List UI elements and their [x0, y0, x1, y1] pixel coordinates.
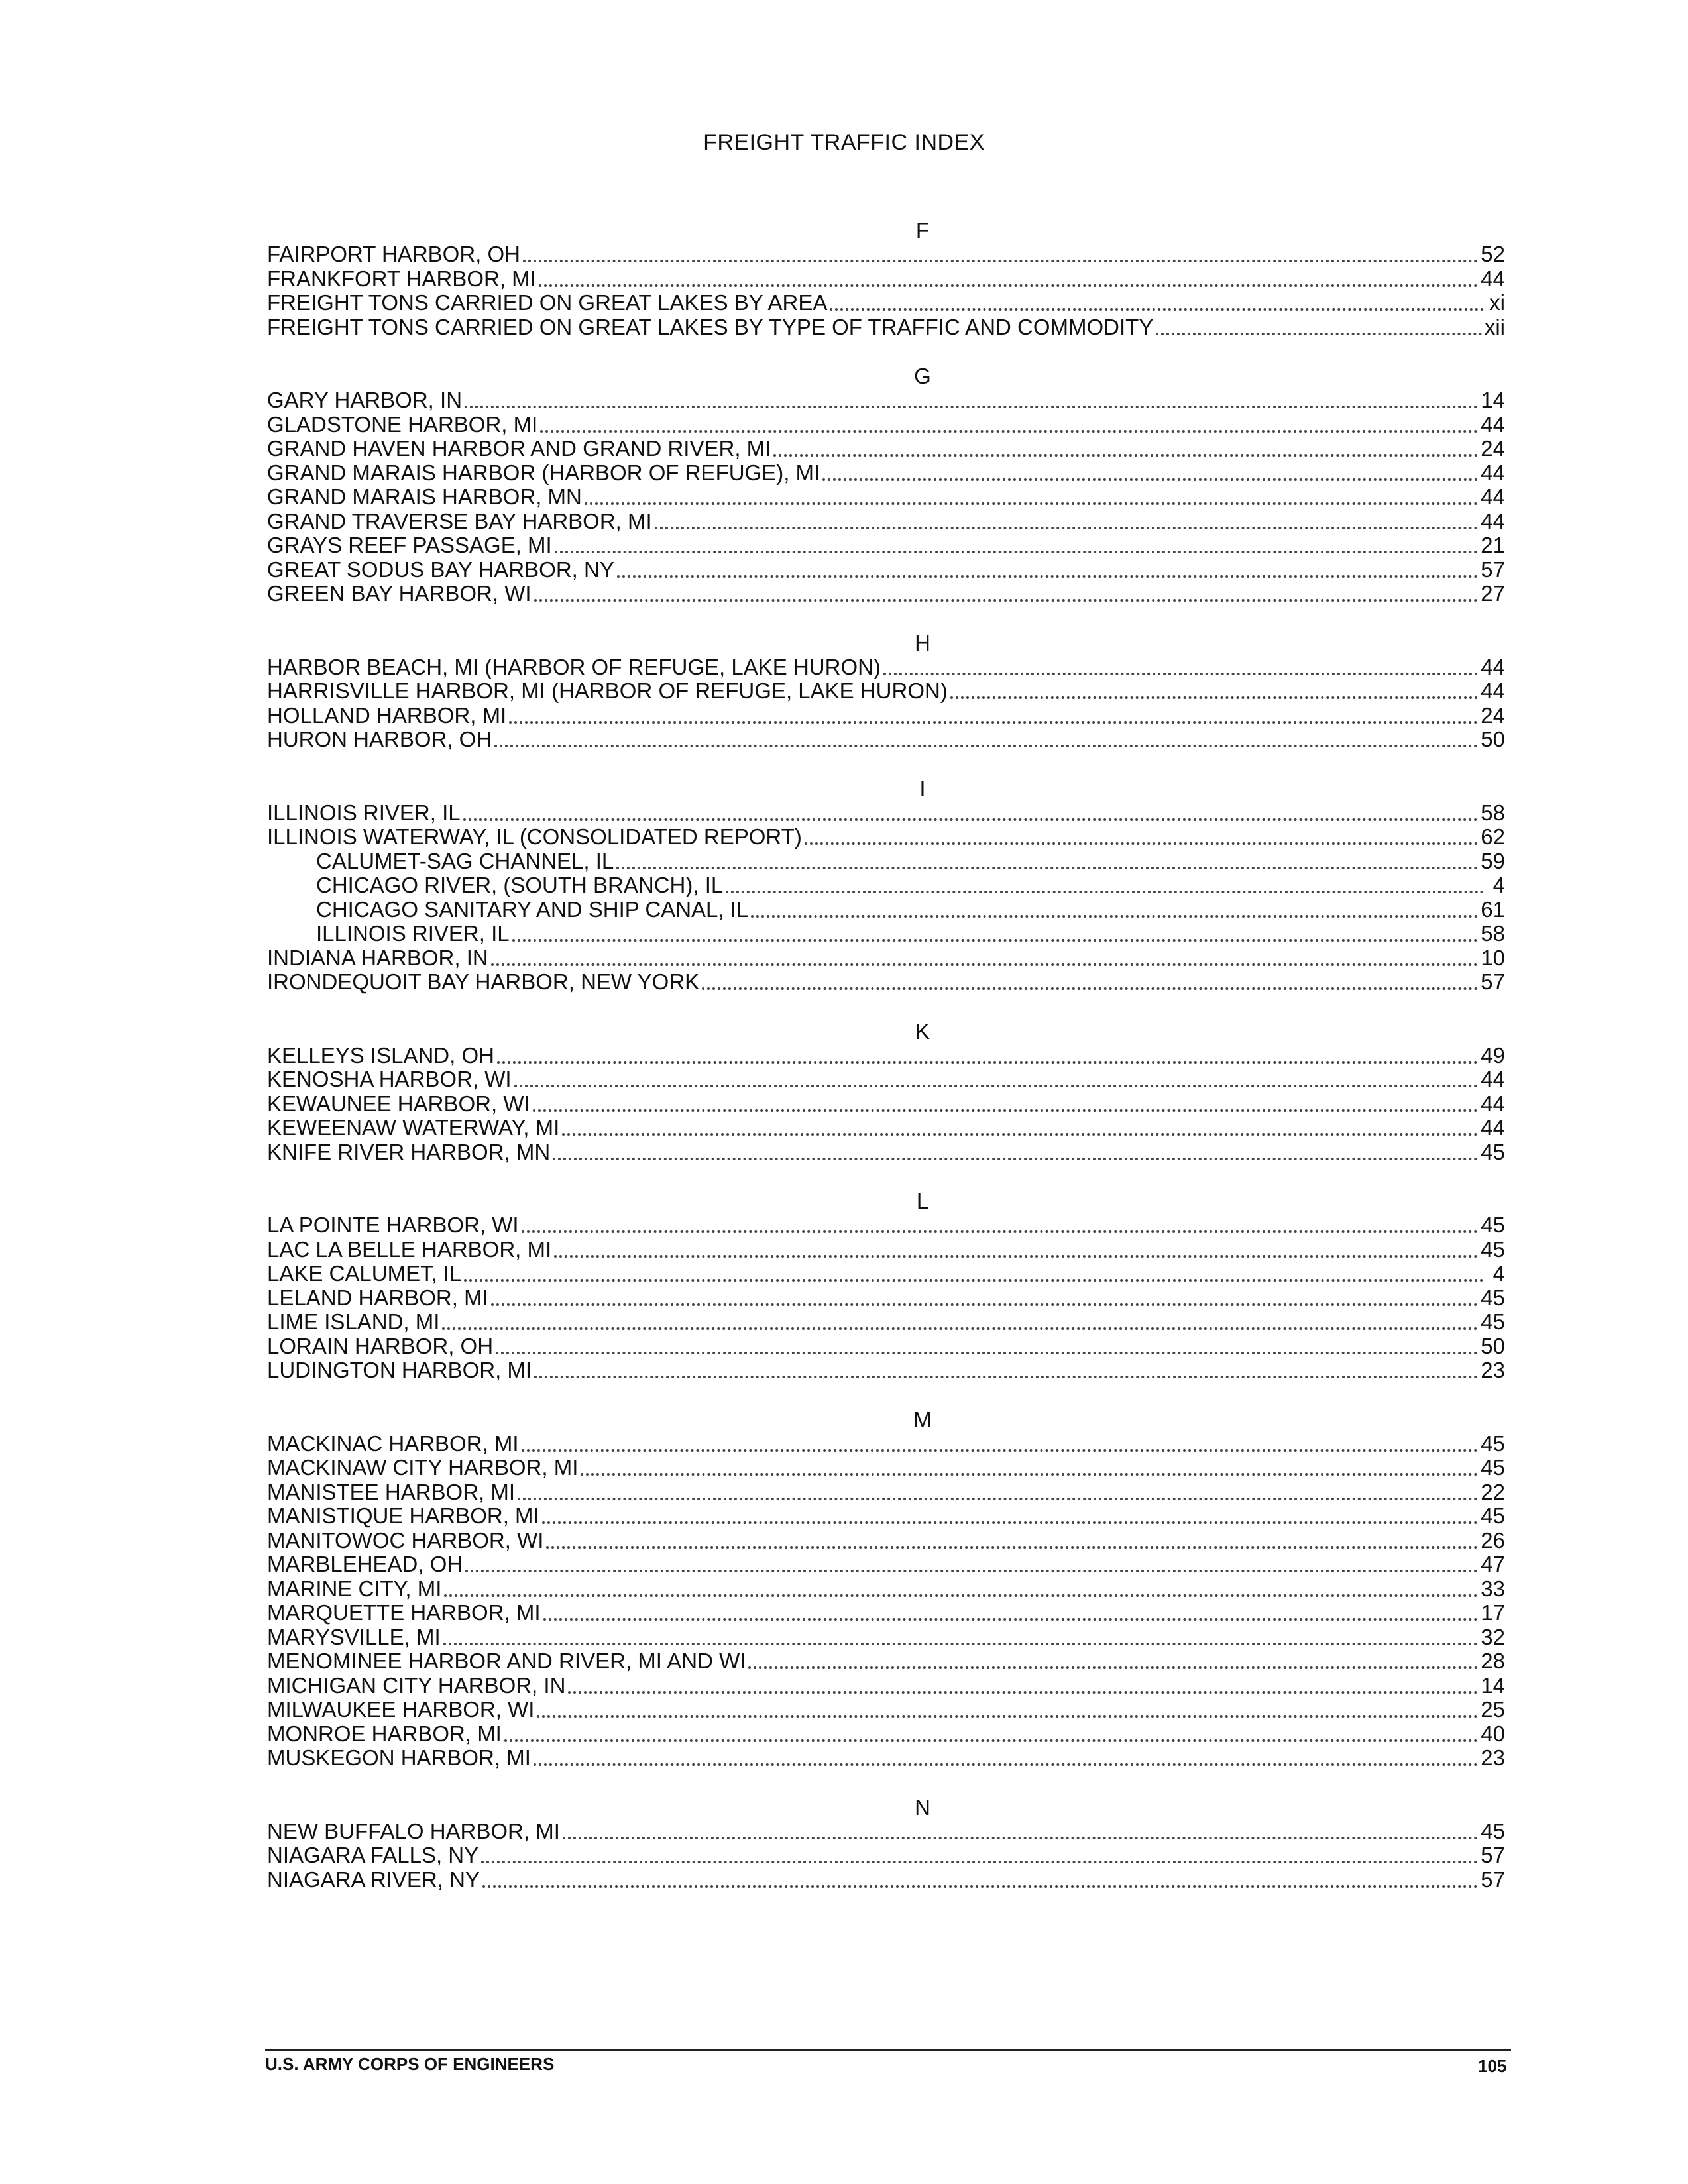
entry-name: HARRISVILLE HARBOR, MI (HARBOR OF REFUGE, LAKE HURON) — [267, 679, 948, 703]
dot-leader — [773, 454, 1478, 457]
dot-leader — [522, 1230, 1479, 1233]
index-entry — [267, 1067, 1505, 1092]
entry-name: NIAGARA FALLS, NY — [267, 1843, 479, 1867]
dot-leader — [542, 1521, 1479, 1524]
index-entry — [267, 873, 1505, 898]
dot-leader — [617, 575, 1478, 578]
section-letter: H — [915, 630, 930, 655]
entry-page-number: 23 — [1481, 1745, 1505, 1770]
index-entry — [267, 315, 1505, 340]
index-entry — [267, 1722, 1505, 1747]
index-entry — [267, 849, 1505, 874]
index-entry — [267, 801, 1505, 826]
entry-name: KEWEENAW WATERWAY, MI — [267, 1115, 560, 1140]
index-section-f — [267, 219, 1505, 339]
entry-page-number: xi — [1489, 290, 1505, 315]
dot-leader — [830, 308, 1484, 311]
dot-leader — [465, 406, 1478, 408]
dot-leader — [563, 1837, 1478, 1839]
dot-leader — [496, 1352, 1478, 1354]
dot-leader — [533, 1109, 1479, 1112]
entry-name: HARBOR BEACH, MI (HARBOR OF REFUGE, LAKE HURON) — [267, 654, 881, 679]
entry-page-number: 14 — [1481, 388, 1505, 412]
entry-name: FAIRPORT HARBOR, OH — [267, 242, 521, 266]
dot-leader — [540, 430, 1478, 433]
entry-page-number: 4 — [1492, 873, 1505, 897]
index-section-k — [267, 1020, 1505, 1165]
entry-page-number: 45 — [1481, 1213, 1505, 1237]
dot-leader — [805, 842, 1478, 845]
index-entry — [267, 728, 1505, 752]
index-entry — [267, 243, 1505, 267]
dot-leader — [494, 745, 1478, 747]
entry-page-number: 14 — [1481, 1672, 1505, 1698]
index-entry — [267, 1213, 1505, 1238]
entry-name: LA POINTE HARBOR, WI — [267, 1213, 519, 1237]
entry-page-number: xii — [1484, 314, 1505, 339]
index-entry — [267, 1868, 1505, 1892]
entry-page-number: 50 — [1481, 1333, 1505, 1358]
entry-name: MANITOWOC HARBOR, WI — [267, 1527, 544, 1553]
dot-leader — [581, 1473, 1478, 1476]
dot-leader — [950, 696, 1478, 699]
index-entry — [267, 291, 1505, 315]
index-entry — [267, 1577, 1505, 1602]
entry-name: MILWAUKEE HARBOR, WI — [267, 1697, 535, 1721]
entry-name: NEW BUFFALO HARBOR, MI — [267, 1818, 560, 1843]
entry-name: GREEN BAY HARBOR, WI — [267, 581, 532, 606]
page-title: FREIGHT TRAFFIC INDEX — [703, 130, 985, 155]
entry-page-number: 44 — [1481, 654, 1505, 679]
index-entry — [267, 1432, 1505, 1456]
dot-leader — [463, 818, 1479, 821]
dot-leader — [546, 1546, 1478, 1549]
index-section-i — [267, 777, 1505, 995]
index-entry — [267, 1335, 1505, 1359]
dot-leader — [481, 1861, 1478, 1863]
entry-name: MARYSVILLE, MI — [267, 1624, 441, 1649]
section-letter: M — [913, 1407, 932, 1432]
dot-leader — [512, 939, 1479, 942]
entry-page-number: 28 — [1481, 1649, 1505, 1673]
entry-page-number: 44 — [1481, 411, 1505, 437]
entry-name: ILLINOIS RIVER, IL — [267, 800, 461, 825]
dot-leader — [522, 1449, 1479, 1452]
entry-page-number: 22 — [1481, 1479, 1505, 1504]
entry-page-number: 25 — [1481, 1697, 1505, 1721]
section-letter: K — [915, 1018, 930, 1044]
entry-name: FREIGHT TONS CARRIED ON GREAT LAKES BY AREA — [267, 290, 828, 315]
entry-name: CALUMET-SAG CHANNEL, IL — [316, 848, 614, 873]
index-entry — [267, 1262, 1505, 1286]
index-entry — [267, 1601, 1505, 1625]
index-section-g — [267, 364, 1505, 606]
index-entry — [267, 1649, 1505, 1674]
section-letter: N — [915, 1794, 930, 1820]
entry-page-number: 44 — [1481, 266, 1505, 291]
dot-leader — [554, 1255, 1478, 1258]
entry-name: ILLINOIS WATERWAY, IL (CONSOLIDATED REPORT) — [267, 824, 802, 849]
entry-page-number: 59 — [1481, 848, 1505, 873]
entry-page-number: 57 — [1481, 969, 1505, 994]
dot-leader — [491, 1303, 1479, 1306]
entry-name: MENOMINEE HARBOR AND RIVER, MI AND WI — [267, 1649, 746, 1673]
freight-traffic-index — [267, 219, 1505, 1917]
index-entry — [267, 1746, 1505, 1771]
index-entry — [267, 825, 1505, 849]
footer-rule — [265, 2049, 1511, 2051]
index-entry — [267, 1625, 1505, 1650]
entry-name: KEWAUNEE HARBOR, WI — [267, 1091, 530, 1116]
entry-name: GRAND MARAIS HARBOR (HARBOR OF REFUGE), MI — [267, 460, 820, 485]
index-entry — [267, 510, 1505, 534]
entry-page-number: 24 — [1481, 436, 1505, 461]
entry-page-number: 52 — [1481, 242, 1505, 266]
entry-page-number: 62 — [1481, 824, 1505, 849]
entry-page-number: 33 — [1481, 1576, 1505, 1601]
entry-page-number: 58 — [1481, 800, 1505, 825]
index-entry — [267, 1820, 1505, 1844]
entry-name: MARBLEHEAD, OH — [267, 1552, 463, 1576]
entry-name: ILLINOIS RIVER, IL — [316, 921, 510, 946]
section-letter: G — [914, 364, 931, 388]
entry-name: CHICAGO SANITARY AND SHIP CANAL, IL — [316, 897, 749, 922]
dot-leader — [504, 1739, 1478, 1742]
index-entry — [267, 1116, 1505, 1140]
section-letter: F — [915, 218, 930, 243]
entry-name: IRONDEQUOIT BAY HARBOR, NEW YORK — [267, 969, 700, 994]
dot-leader — [537, 1715, 1478, 1718]
index-entry — [267, 1674, 1505, 1698]
dot-leader — [514, 1085, 1479, 1087]
entry-page-number: 57 — [1481, 1843, 1505, 1867]
entry-page-number: 50 — [1481, 727, 1505, 751]
entry-name: MONROE HARBOR, MI — [267, 1721, 502, 1746]
entry-name: MARQUETTE HARBOR, MI — [267, 1600, 541, 1625]
index-entry — [267, 1286, 1505, 1311]
index-entry — [267, 1553, 1505, 1577]
index-entry — [267, 558, 1505, 582]
index-entry — [267, 1504, 1505, 1529]
index-entry — [267, 267, 1505, 292]
entry-name: HOLLAND HARBOR, MI — [267, 702, 507, 728]
index-entry — [267, 1092, 1505, 1117]
dot-leader — [1156, 333, 1481, 335]
dot-leader — [748, 1666, 1478, 1669]
entry-name: LAKE CALUMET, IL — [267, 1261, 462, 1285]
index-entry — [267, 582, 1505, 606]
entry-page-number: 57 — [1481, 1867, 1505, 1892]
dot-leader — [702, 987, 1478, 990]
footer-page-number: 105 — [1478, 2056, 1507, 2076]
entry-page-number: 32 — [1481, 1624, 1505, 1649]
entry-page-number: 17 — [1481, 1600, 1505, 1625]
dot-leader — [497, 1061, 1478, 1064]
index-entry — [267, 970, 1505, 995]
entry-page-number: 44 — [1481, 1067, 1505, 1091]
dot-leader — [443, 1643, 1479, 1645]
entry-name: HURON HARBOR, OH — [267, 727, 492, 751]
index-entry — [267, 898, 1505, 922]
index-entry — [267, 1140, 1505, 1165]
dot-leader — [534, 1763, 1478, 1766]
dot-leader — [751, 915, 1478, 918]
entry-page-number: 44 — [1481, 460, 1505, 485]
entry-page-number: 57 — [1481, 557, 1505, 582]
entry-name: LORAIN HARBOR, OH — [267, 1333, 494, 1358]
index-entry — [267, 388, 1505, 413]
entry-page-number: 47 — [1481, 1552, 1505, 1576]
entry-name: NIAGARA RIVER, NY — [267, 1867, 480, 1892]
dot-leader — [883, 673, 1478, 675]
dot-leader — [518, 1498, 1478, 1500]
entry-name: MANISTIQUE HARBOR, MI — [267, 1503, 539, 1528]
entry-name: KENOSHA HARBOR, WI — [267, 1067, 512, 1091]
dot-leader — [465, 1570, 1478, 1572]
entry-name: GRAYS REEF PASSAGE, MI — [267, 533, 552, 557]
dot-leader — [616, 867, 1478, 869]
dot-leader — [553, 1158, 1478, 1160]
index-entry — [267, 413, 1505, 437]
index-entry — [267, 1456, 1505, 1480]
entry-name: MICHIGAN CITY HARBOR, IN — [267, 1672, 566, 1698]
entry-page-number: 44 — [1481, 1091, 1505, 1116]
footer-organization: U.S. ARMY CORPS OF ENGINEERS — [265, 2054, 555, 2074]
section-letter: I — [919, 776, 926, 801]
dot-leader — [539, 284, 1478, 287]
entry-name: MACKINAC HARBOR, MI — [267, 1431, 519, 1456]
entry-page-number: 58 — [1481, 921, 1505, 946]
index-entry — [267, 922, 1505, 946]
entry-page-number: 45 — [1481, 1503, 1505, 1528]
dot-leader — [822, 478, 1478, 481]
entry-name: GRAND MARAIS HARBOR, MN — [267, 484, 582, 509]
dot-leader — [585, 502, 1478, 505]
entry-page-number: 44 — [1481, 484, 1505, 509]
index-entry — [267, 1044, 1505, 1068]
entry-name: LIME ISLAND, MI — [267, 1309, 440, 1334]
entry-name: MARINE CITY, MI — [267, 1576, 442, 1601]
entry-page-number: 23 — [1481, 1358, 1505, 1382]
index-entry — [267, 946, 1505, 971]
entry-name: FRANKFORT HARBOR, MI — [267, 266, 536, 291]
entry-name: GARY HARBOR, IN — [267, 388, 463, 412]
dot-leader — [444, 1594, 1478, 1597]
index-section-l — [267, 1189, 1505, 1383]
index-entry — [267, 679, 1505, 704]
index-entry — [267, 704, 1505, 728]
entry-page-number: 40 — [1481, 1721, 1505, 1746]
entry-page-number: 26 — [1481, 1527, 1505, 1553]
entry-page-number: 10 — [1481, 945, 1505, 970]
entry-page-number: 45 — [1481, 1285, 1505, 1310]
entry-page-number: 4 — [1492, 1261, 1505, 1285]
entry-page-number: 45 — [1481, 1455, 1505, 1480]
entry-page-number: 24 — [1481, 702, 1505, 728]
dot-leader — [523, 260, 1478, 262]
entry-page-number: 49 — [1481, 1042, 1505, 1067]
index-section-h — [267, 631, 1505, 752]
entry-name: FREIGHT TONS CARRIED ON GREAT LAKES BY TYPE OF TRAFFIC AND COMMODITY — [267, 314, 1154, 339]
dot-leader — [726, 891, 1484, 893]
index-entry — [267, 1310, 1505, 1335]
dot-leader — [442, 1327, 1478, 1330]
index-entry — [267, 1698, 1505, 1722]
dot-leader — [562, 1133, 1478, 1136]
entry-name: KNIFE RIVER HARBOR, MN — [267, 1139, 551, 1164]
dot-leader — [655, 527, 1479, 529]
index-entry — [267, 533, 1505, 558]
entry-page-number: 45 — [1481, 1139, 1505, 1164]
dot-leader — [555, 551, 1479, 553]
index-entry — [267, 1358, 1505, 1383]
entry-name: CHICAGO RIVER, (SOUTH BRANCH), IL — [316, 873, 724, 897]
entry-page-number: 21 — [1481, 533, 1505, 557]
entry-name: LELAND HARBOR, MI — [267, 1285, 488, 1310]
entry-page-number: 44 — [1481, 1115, 1505, 1140]
entry-page-number: 45 — [1481, 1431, 1505, 1456]
entry-name: KELLEYS ISLAND, OH — [267, 1042, 494, 1067]
entry-name: MANISTEE HARBOR, MI — [267, 1479, 516, 1504]
entry-page-number: 61 — [1481, 897, 1505, 922]
entry-name: INDIANA HARBOR, IN — [267, 945, 488, 970]
index-entry — [267, 437, 1505, 461]
index-entry — [267, 1843, 1505, 1868]
entry-name: LAC LA BELLE HARBOR, MI — [267, 1236, 552, 1262]
dot-leader — [464, 1279, 1484, 1282]
entry-name: GRAND TRAVERSE BAY HARBOR, MI — [267, 508, 652, 533]
entry-name: GRAND HAVEN HARBOR AND GRAND RIVER, MI — [267, 436, 771, 461]
entry-name: GLADSTONE HARBOR, MI — [267, 411, 538, 437]
index-entry — [267, 1529, 1505, 1553]
entry-page-number: 27 — [1481, 581, 1505, 606]
dot-leader — [534, 599, 1479, 602]
index-entry — [267, 1238, 1505, 1262]
dot-leader — [543, 1618, 1479, 1621]
dot-leader — [568, 1691, 1478, 1694]
entry-page-number: 45 — [1481, 1236, 1505, 1262]
entry-name: GREAT SODUS BAY HARBOR, NY — [267, 557, 614, 582]
index-section-n — [267, 1796, 1505, 1892]
index-section-m — [267, 1408, 1505, 1771]
index-entry — [267, 461, 1505, 486]
dot-leader — [491, 963, 1479, 966]
entry-name: MACKINAW CITY HARBOR, MI — [267, 1455, 579, 1480]
entry-page-number: 45 — [1481, 1818, 1505, 1843]
section-letter: L — [916, 1189, 929, 1213]
entry-name: MUSKEGON HARBOR, MI — [267, 1745, 531, 1770]
index-entry — [267, 655, 1505, 680]
dot-leader — [534, 1376, 1478, 1378]
index-entry — [267, 485, 1505, 510]
entry-page-number: 44 — [1481, 508, 1505, 533]
entry-name: LUDINGTON HARBOR, MI — [267, 1358, 532, 1382]
dot-leader — [482, 1885, 1478, 1888]
dot-leader — [509, 721, 1478, 724]
entry-page-number: 45 — [1481, 1309, 1505, 1334]
index-entry — [267, 1480, 1505, 1505]
entry-page-number: 44 — [1481, 679, 1505, 703]
